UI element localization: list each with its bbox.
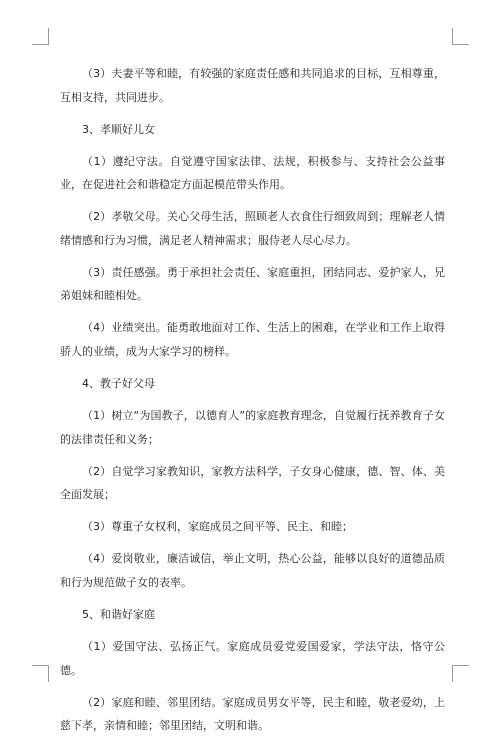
crop-mark-bottom-right <box>452 665 469 682</box>
crop-mark-top-left <box>32 28 49 45</box>
section-heading: 4、教子好父母 <box>82 377 155 391</box>
paragraph: （4）业绩突出。能勇敢地面对工作、生活上的困难，在学业和工作上取得骄人的业绩，成为大家学习的榜样。 <box>60 321 445 358</box>
section-heading: 5、和谐好家庭 <box>82 608 155 622</box>
crop-mark-top-right <box>452 28 469 45</box>
section-heading: 3、孝顺好儿女 <box>82 122 155 136</box>
paragraph: （2）自觉学习家教知识，家教方法科学，子女身心健康，德、智、体、美全面发展； <box>60 464 445 502</box>
paragraph: （4）爱岗敬业，廉洁诚信，举止文明，热心公益，能够以良好的道德品质和行为规范做子女的表率。 <box>60 552 445 589</box>
paragraph: （1）爱国守法、弘扬正气。家庭成员爱党爱国爱家，学法守法，恪守公德。 <box>60 640 445 677</box>
paragraph: （2）孝敬父母。关心父母生活，照顾老人衣食住行细致周到；理解老人情绪情感和行为习惯，满足老人精神需求；服侍老人尽心尽力。 <box>60 210 445 247</box>
crop-mark-bottom-left <box>32 665 49 682</box>
paragraph: （2）家庭和睦、邻里团结。家庭成员男女平等，民主和睦，敬老爱幼，上慈下孝，亲情和睦；邻里团结，文明和谐。 <box>60 695 445 733</box>
paragraph: （1）遵纪守法。自觉遵守国家法律、法规，积极参与、支持社会公益事业，在促进社会和谐稳定方面起模范带头作用。 <box>60 154 445 192</box>
document-body <box>60 62 445 746</box>
paragraph: （3）责任感强。勇于承担社会责任、家庭重担，团结同志、爱护家人，兄弟姐妹和睦相处。 <box>60 265 445 303</box>
paragraph: （3）夫妻平等和睦，有较强的家庭责任感和共同追求的目标，互相尊重，互相支持，共同进步。 <box>60 67 445 104</box>
paragraph: （1）树立“为国教子，以德育人”的家庭教育理念，自觉履行抚养教育子女的法律责任和义务； <box>60 409 445 446</box>
paragraph: （3）尊重子女权利，家庭成员之间平等、民主、和睦； <box>82 520 353 534</box>
